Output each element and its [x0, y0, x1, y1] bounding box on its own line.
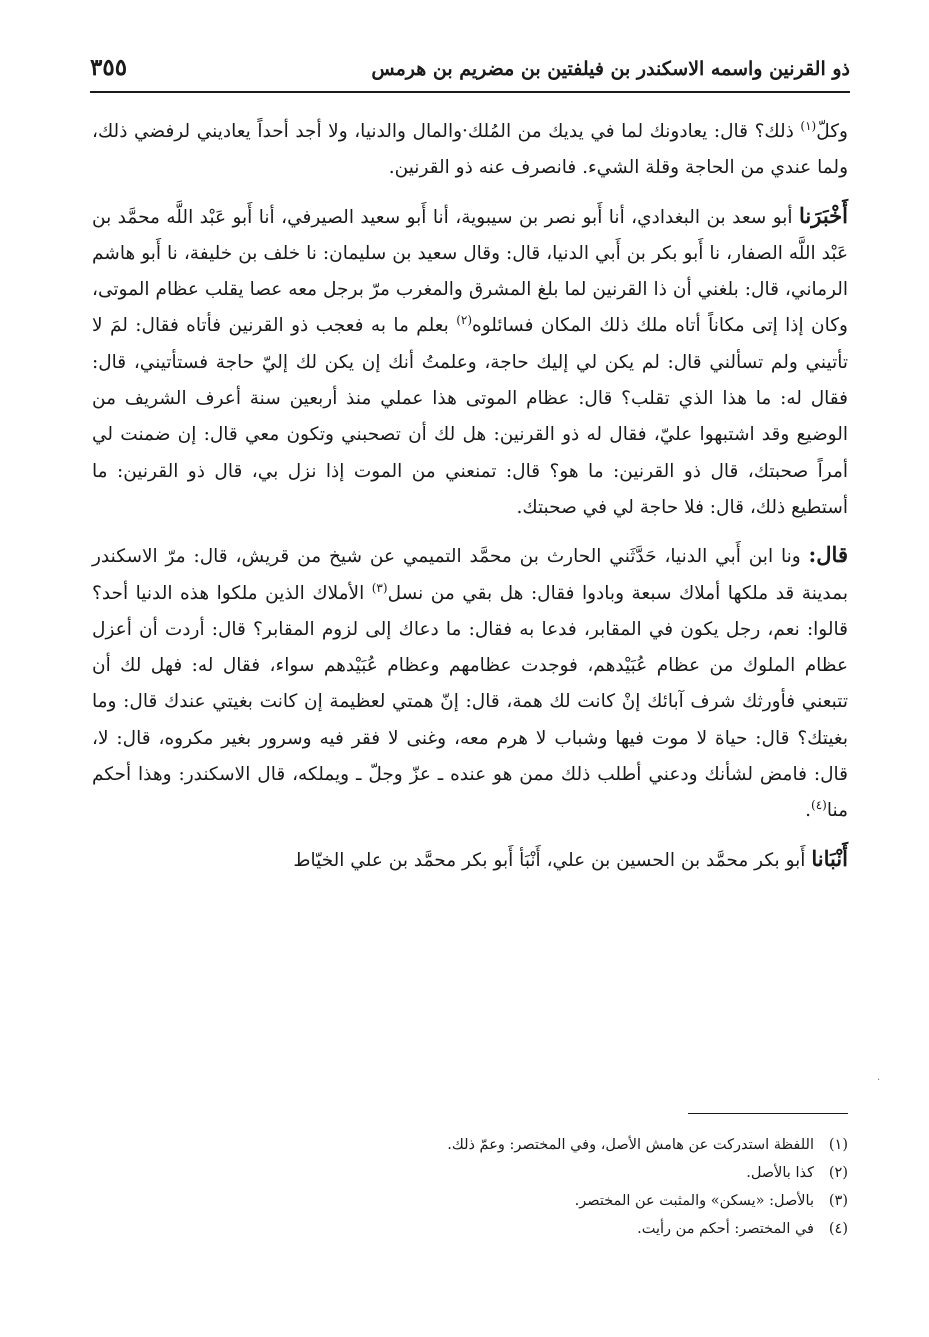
paragraph-text: . — [805, 800, 812, 822]
footnote-text: بالأصل: «يسكن» والمثبت عن المختصر. — [574, 1193, 814, 1209]
footnote-number: (٤) — [828, 1221, 848, 1237]
paragraph-text: وكلّ — [816, 121, 848, 142]
paragraph-text: أبو سعد بن البغدادي، أنا أَبو نصر بن سيبوية، أنا أَبو سعيد الصيرفي، أنا أَبو عَبْد اللَّه محمَّد بن عَبْد اللَّه الصفار، نا أَبو بكر بن أَبي الدنيا، قال: وقال سعيد بن سليمان: نا خلف بن خليفة، نا أَبو هاشم الرماني، قال: بلغني أن ذا القرنين لما بلغ المشرق والمغرب مرّ برجل معه عصا يقلب عظام الموتى، وكان إذا إتى مكاناً أتاه ملك ذلك المكان فسائلوه — [92, 206, 848, 337]
paragraph-3 — [92, 537, 848, 829]
footnote-ref-4: (٤) — [811, 798, 827, 813]
paragraph-text: ونا ابن أَبي الدنيا، حَدَّثَني الحارث بن محمَّد التميمي عن شيخ من قريش، قال: مرّ الاسكندر بمدينة قد ملكها أملاك سبعة وبادوا فقال: هل بقي من نسل — [92, 546, 848, 604]
running-head — [90, 52, 850, 88]
footnote-ref-2: (٢) — [456, 313, 473, 328]
paragraph-text: ذلك؟ قال: يعادونك لما في يديك من المُلك·والمال والدنيا، ولا أجد أحداً يعاديني لرفضي ذلك، ولما عندي من الحاجة وقلة الشيء. فانصرف عنه ذو القرنين. — [92, 121, 848, 179]
footnotes — [300, 1131, 848, 1243]
paragraph-lead-word: أَنْبَانا — [811, 845, 848, 871]
footnote-2 — [300, 1159, 848, 1187]
paragraph-text: الأملاك الذين ملكوا هذه الدنيا أحد؟ قالوا: نعم، رجل يكون في المقابر، فدعا به فقال: ما دعاك إلى لزوم المقابر؟ قال: أردت أن أعزل عظام الملوك من عظام عُبَيْدهم، فوجدت عظامهم وعظام عُبَيْدهم سواء، فقال له: فهل لك أن تتبعني فأورثك شرف آبائك إنْ كانت لك همة، قال: إنّ همتي لعظيمة إن كانت بغيتي عندك قال: وما بغيتك؟ قال: حياة لا موت فيها وشباب لا هرم معه، وغنى لا فقر فيه وسرور بغير مكروه، قال: لا، قال: فامض لشأنك ودعني أطلب ذلك ممن هو عنده ـ عزّ وجلّ ـ ويملكه، قال الاسكندر: وهذا أحكم منا — [92, 582, 848, 822]
body-text — [92, 114, 848, 890]
footnote-ref-3: (٣) — [371, 580, 388, 595]
paragraph-text: أَبو بكر محمَّد بن الحسين بن علي، أَنْبَأ أَبو بكر محمَّد بن علي الخيّاط — [293, 849, 812, 871]
footnote-4 — [300, 1215, 848, 1243]
footnote-rule — [688, 1113, 848, 1114]
paragraph-1 — [92, 114, 848, 187]
footnote-number: (١) — [828, 1137, 848, 1153]
footnote-text: اللفظة استدركت عن هامش الأصل، وفي المختصر: وعمّ ذلك. — [447, 1137, 814, 1153]
page-number: ٣٥٥ — [90, 54, 128, 81]
paragraph-lead-word: أَخْبَرَنا — [799, 202, 848, 228]
footnote-text: كذا بالأصل. — [746, 1165, 814, 1181]
margin-mark: · — [877, 1075, 881, 1086]
running-title: ذو القرنين واسمه الاسكندر بن فيلفتين بن مضريم بن هرمس — [371, 58, 850, 80]
header-rule — [90, 91, 850, 93]
footnote-number: (٢) — [828, 1165, 848, 1181]
footnote-ref-1: (١) — [800, 118, 817, 133]
footnote-1 — [300, 1131, 848, 1159]
footnote-number: (٣) — [828, 1193, 848, 1209]
paragraph-2 — [92, 198, 848, 527]
paragraph-4 — [92, 841, 848, 879]
paragraph-text: بعلم ما به فعجب ذو القرنين فأتاه فقال: لمَ لا تأتيني ولم تسألني قال: لم يكن لي إليك حاجة، وعلمتُ أنك إن يكن لك إليّ حاجة فستأتيني، قال: فقال له: ما هذا الذي تقلب؟ قال: عظام الموتى هذا عملي منذ أربعين سنة أعرف الشريف من الوضيع وقد اشتبهوا عليّ، فقال له ذو القرنين: هل لك أن تصحبني وتكون معي قال: إن ضمنت لي أمراً صحبتك، قال ذو القرنين: ما هو؟ قال: تمنعني من الموت إذا نزل بي، قال ذو القرنين: ما أستطيع ذلك، قال: فلا حاجة لي في صحبتك. — [92, 315, 849, 518]
footnote-text: في المختصر: أحكم من رأيت. — [637, 1221, 814, 1237]
paragraph-lead-word: قال: — [808, 542, 848, 568]
footnote-3 — [300, 1187, 848, 1215]
